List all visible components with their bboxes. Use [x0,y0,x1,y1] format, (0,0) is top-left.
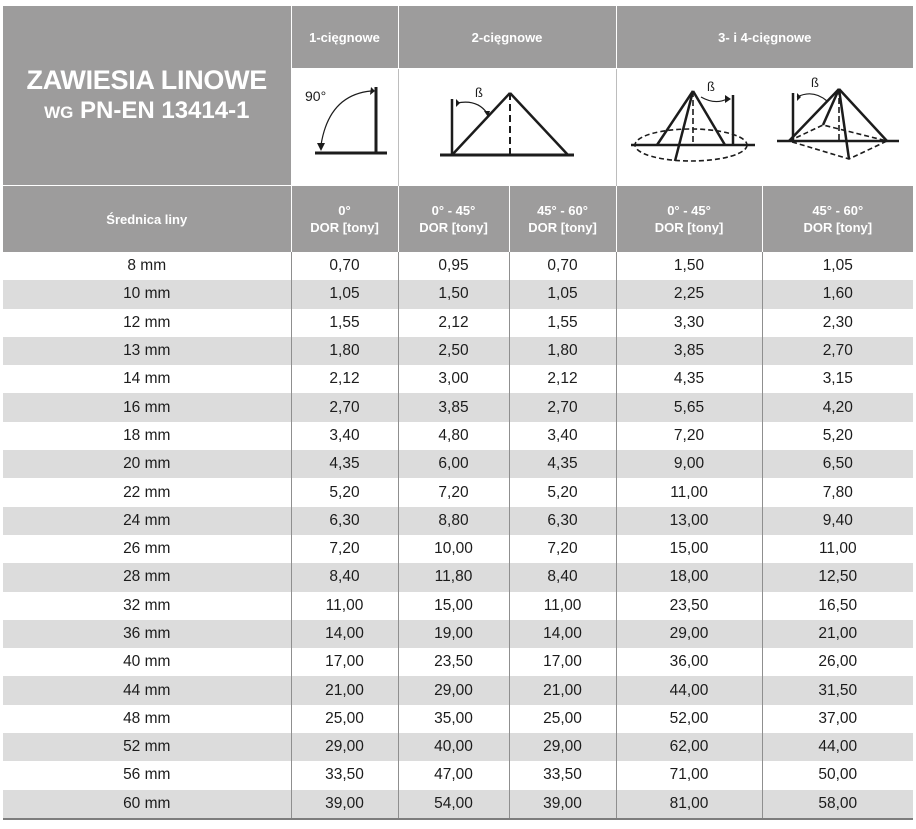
capacity-cell: 40,00 [398,733,509,761]
table-title [3,6,291,186]
capacity-cell: 2,50 [398,337,509,365]
col-header-c4 [616,186,762,253]
one-leg-diagram [291,69,398,186]
capacity-cell: 21,00 [291,676,398,704]
capacity-cell: 2,12 [291,365,398,393]
c5-angle: 45° - 60° [812,203,864,218]
diameter-cell: 32 mm [3,592,291,620]
capacity-cell: 19,00 [398,620,509,648]
capacity-cell: 4,35 [616,365,762,393]
diameter-cell: 13 mm [3,337,291,365]
title-line-1: ZAWIESIA LINOWE [26,64,267,95]
standard-name: PN-EN 13414-1 [80,96,250,124]
capacity-cell: 1,50 [616,252,762,280]
capacity-cell: 1,50 [398,280,509,308]
capacity-cell: 11,00 [509,592,616,620]
table-row [3,252,913,280]
capacity-cell: 2,70 [291,393,398,421]
capacity-cell: 58,00 [762,790,913,818]
capacity-cell: 1,05 [509,280,616,308]
capacity-cell: 1,05 [762,252,913,280]
diameter-cell: 40 mm [3,648,291,676]
diameter-cell: 10 mm [3,280,291,308]
beta-label-four-leg: ß [810,74,819,90]
three-four-leg-diagram [616,69,913,186]
col-header-c3 [509,186,616,253]
table-row [3,563,913,591]
capacity-cell: 13,00 [616,507,762,535]
capacity-cell: 6,50 [762,450,913,478]
diameter-cell: 36 mm [3,620,291,648]
group-three-four-leg: 3- i 4-cięgnowe [616,6,913,69]
diameter-cell: 18 mm [3,422,291,450]
table-row [3,790,913,818]
capacity-cell: 5,65 [616,393,762,421]
capacity-cell: 14,00 [509,620,616,648]
col-header-diameter: Średnica liny [3,186,291,253]
capacity-cell: 7,20 [398,478,509,506]
capacity-cell: 17,00 [291,648,398,676]
diameter-cell: 56 mm [3,761,291,789]
capacity-cell: 2,25 [616,280,762,308]
table-row [3,592,913,620]
table-row [3,422,913,450]
capacity-cell: 9,40 [762,507,913,535]
beta-label-three-leg: ß [706,78,715,94]
four-leg-figure [777,75,899,159]
capacity-cell: 11,00 [616,478,762,506]
capacity-cell: 6,00 [398,450,509,478]
capacity-cell: 8,40 [509,563,616,591]
c3-angle: 45° - 60° [537,203,588,218]
capacity-cell: 10,00 [398,535,509,563]
col-header-c2 [398,186,509,253]
diameter-cell: 16 mm [3,393,291,421]
capacity-cell: 2,30 [762,309,913,337]
col-header-c1 [291,186,398,253]
capacity-cell: 6,30 [509,507,616,535]
capacity-cell: 21,00 [762,620,913,648]
capacity-cell: 17,00 [509,648,616,676]
table-row [3,280,913,308]
capacity-cell: 14,00 [291,620,398,648]
two-leg-diagram [398,69,616,186]
capacity-cell: 4,80 [398,422,509,450]
capacity-cell: 2,70 [762,337,913,365]
diameter-cell: 14 mm [3,365,291,393]
table-row [3,450,913,478]
capacity-cell: 12,50 [762,563,913,591]
capacity-cell: 23,50 [398,648,509,676]
capacity-cell: 31,50 [762,676,913,704]
three-leg-figure [631,79,755,161]
capacity-cell: 71,00 [616,761,762,789]
capacity-cell: 7,20 [616,422,762,450]
c4-unit: DOR [tony] [654,220,724,235]
beta-label-two-leg: ß [475,84,483,100]
capacity-cell: 0,95 [398,252,509,280]
capacity-cell: 1,80 [509,337,616,365]
capacity-cell: 23,50 [616,592,762,620]
capacity-cell: 33,50 [509,761,616,789]
capacity-cell: 50,00 [762,761,913,789]
capacity-cell: 0,70 [509,252,616,280]
capacity-cell: 29,00 [398,676,509,704]
capacity-cell: 3,85 [616,337,762,365]
c1-angle: 0° [338,203,351,218]
capacity-cell: 25,00 [291,705,398,733]
group-two-leg: 2-cięgnowe [398,6,616,69]
capacity-cell: 3,40 [509,422,616,450]
table-row [3,620,913,648]
table-row [3,733,913,761]
capacity-cell: 8,80 [398,507,509,535]
capacity-cell: 3,30 [616,309,762,337]
capacity-cell: 1,80 [291,337,398,365]
capacity-cell: 11,00 [762,535,913,563]
capacity-cell: 52,00 [616,705,762,733]
capacity-cell: 1,05 [291,280,398,308]
capacity-cell: 16,50 [762,592,913,620]
table-row [3,507,913,535]
title-prefix: WG [44,102,74,122]
diameter-cell: 44 mm [3,676,291,704]
c2-angle: 0° - 45° [431,203,476,218]
capacity-cell: 8,40 [291,563,398,591]
table-row [3,705,913,733]
c1-unit: DOR [tony] [310,220,379,235]
table-row [3,648,913,676]
group-one-leg: 1-cięgnowe [291,6,398,69]
capacity-cell: 5,20 [762,422,913,450]
capacity-cell: 15,00 [398,592,509,620]
capacity-table [3,6,913,818]
capacity-cell: 47,00 [398,761,509,789]
table-row [3,535,913,563]
capacity-cell: 33,50 [291,761,398,789]
col-header-c5 [762,186,913,253]
diameter-cell: 8 mm [3,252,291,280]
capacity-cell: 3,40 [291,422,398,450]
capacity-cell: 44,00 [616,676,762,704]
capacity-cell: 81,00 [616,790,762,818]
right-angle-label: 90° [304,87,326,104]
capacity-cell: 26,00 [762,648,913,676]
capacity-cell: 7,80 [762,478,913,506]
one-leg-sling-icon [295,75,395,175]
wire-rope-sling-table [3,6,913,818]
diameter-cell: 20 mm [3,450,291,478]
capacity-cell: 5,20 [291,478,398,506]
capacity-cell: 4,35 [509,450,616,478]
diameter-cell: 48 mm [3,705,291,733]
table-body [3,252,913,818]
capacity-cell: 2,12 [398,309,509,337]
table-row [3,365,913,393]
capacity-cell: 37,00 [762,705,913,733]
capacity-cell: 62,00 [616,733,762,761]
capacity-cell: 7,20 [291,535,398,563]
capacity-cell: 15,00 [616,535,762,563]
table-row [3,393,913,421]
capacity-cell: 1,60 [762,280,913,308]
title-line-2 [3,96,291,128]
table-row [3,761,913,789]
capacity-cell: 3,00 [398,365,509,393]
c4-angle: 0° - 45° [667,203,711,218]
capacity-cell: 9,00 [616,450,762,478]
table-row [3,478,913,506]
capacity-cell: 54,00 [398,790,509,818]
diameter-cell: 24 mm [3,507,291,535]
diameter-cell: 28 mm [3,563,291,591]
diameter-cell: 52 mm [3,733,291,761]
capacity-cell: 2,12 [509,365,616,393]
capacity-cell: 6,30 [291,507,398,535]
capacity-cell: 39,00 [291,790,398,818]
capacity-cell: 1,55 [509,309,616,337]
capacity-cell: 35,00 [398,705,509,733]
capacity-cell: 29,00 [291,733,398,761]
capacity-cell: 29,00 [509,733,616,761]
capacity-cell: 7,20 [509,535,616,563]
capacity-cell: 25,00 [509,705,616,733]
capacity-cell: 0,70 [291,252,398,280]
capacity-cell: 2,70 [509,393,616,421]
capacity-cell: 3,85 [398,393,509,421]
capacity-cell: 4,35 [291,450,398,478]
capacity-cell: 5,20 [509,478,616,506]
capacity-cell: 18,00 [616,563,762,591]
table-row [3,309,913,337]
table-row [3,337,913,365]
diameter-cell: 12 mm [3,309,291,337]
capacity-cell: 11,00 [291,592,398,620]
bottom-rule [3,818,913,820]
c2-unit: DOR [tony] [419,220,488,235]
diameter-cell: 22 mm [3,478,291,506]
capacity-cell: 1,55 [291,309,398,337]
capacity-cell: 36,00 [616,648,762,676]
c3-unit: DOR [tony] [528,220,597,235]
capacity-cell: 39,00 [509,790,616,818]
capacity-cell: 3,15 [762,365,913,393]
capacity-cell: 29,00 [616,620,762,648]
diameter-cell: 60 mm [3,790,291,818]
capacity-cell: 4,20 [762,393,913,421]
multi-leg-sling-icon [617,75,914,175]
table-row [3,676,913,704]
capacity-cell: 11,80 [398,563,509,591]
c5-unit: DOR [tony] [803,220,873,235]
two-leg-sling-icon [402,75,612,175]
capacity-cell: 21,00 [509,676,616,704]
capacity-cell: 44,00 [762,733,913,761]
diameter-cell: 26 mm [3,535,291,563]
